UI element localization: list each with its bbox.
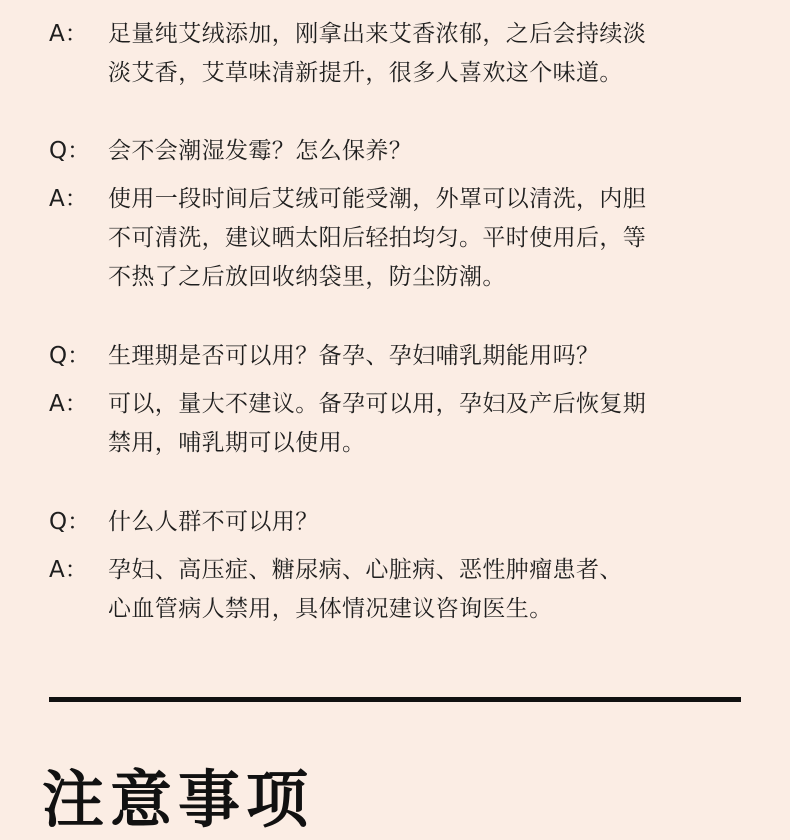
answer-text: 孕妇、高压症、糖尿病、心脏病、恶性肿瘤患者、 <box>108 557 623 583</box>
question-label: Q： <box>49 343 91 369</box>
question-text: 生理期是否可以用？备孕、孕妇哺乳期能用吗？ <box>108 343 600 369</box>
answer-text: 不热了之后放回收纳袋里，防尘防潮。 <box>108 264 506 290</box>
answer-text: 淡艾香，艾草味清新提升，很多人喜欢这个味道。 <box>108 60 623 86</box>
answer-label: A： <box>49 21 88 47</box>
answer-label: A： <box>49 391 88 417</box>
question-label: Q： <box>49 509 91 535</box>
answer-text: 不可清洗，建议晒太阳后轻拍均匀。平时使用后，等 <box>108 225 647 251</box>
question-text: 会不会潮湿发霉？怎么保养？ <box>108 138 413 164</box>
section-heading: 注意事项 <box>42 763 315 836</box>
answer-label: A： <box>49 557 88 583</box>
answer-text: 使用一段时间后艾绒可能受潮，外罩可以清洗，内胆 <box>108 186 647 212</box>
question-text: 什么人群不可以用？ <box>108 509 319 535</box>
answer-text: 心血管病人禁用，具体情况建议咨询医生。 <box>108 596 553 622</box>
answer-text: 可以，量大不建议。备孕可以用，孕妇及产后恢复期 <box>108 391 647 417</box>
answer-label: A： <box>49 186 88 212</box>
section-divider <box>49 697 741 702</box>
answer-text: 足量纯艾绒添加，刚拿出来艾香浓郁，之后会持续淡 <box>108 21 647 47</box>
question-label: Q： <box>49 138 91 164</box>
answer-text: 禁用，哺乳期可以使用。 <box>108 430 366 456</box>
